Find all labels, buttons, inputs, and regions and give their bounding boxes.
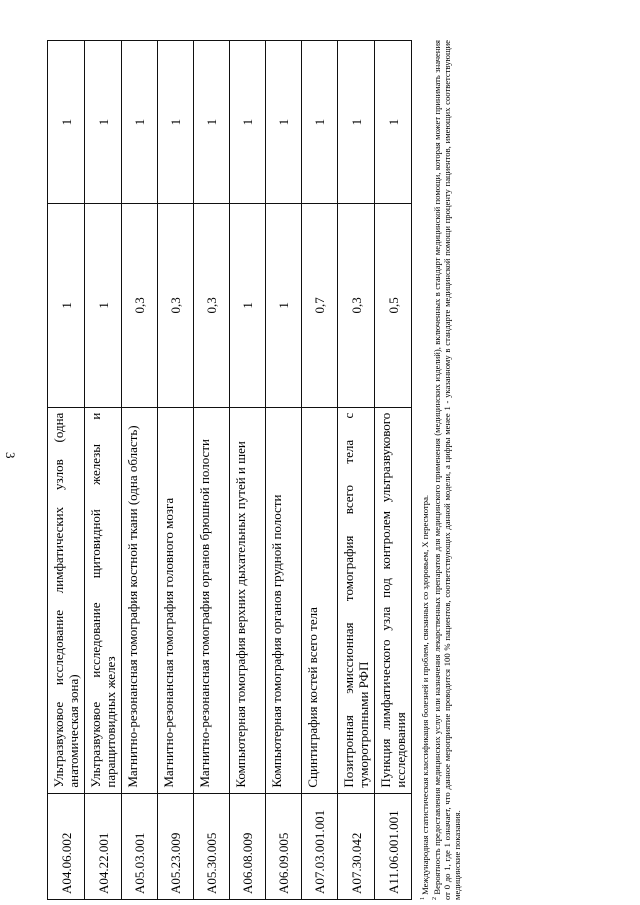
- row-multiplicity: 1: [266, 41, 302, 204]
- table-row: [338, 41, 375, 900]
- table-row: [266, 41, 302, 900]
- row-frequency: 0,3: [158, 204, 194, 408]
- row-multiplicity: 1: [302, 41, 338, 204]
- row-multiplicity: 1: [122, 41, 158, 204]
- row-service-name: Магнитно-резонансная томография органов брюшной полости: [194, 407, 230, 793]
- row-code: A06.09.005: [266, 793, 302, 899]
- row-service-name: Сцинтиграфия костей всего тела: [302, 407, 338, 793]
- row-service-name: Ультразвуковое исследование лимфатических узлов (одна анатомическая зона): [48, 407, 85, 793]
- row-multiplicity: 1: [375, 41, 412, 204]
- row-frequency: 0,3: [122, 204, 158, 408]
- row-code: A05.03.001: [122, 793, 158, 899]
- table-row: [85, 41, 122, 900]
- row-code: A05.30.005: [194, 793, 230, 899]
- row-service-name: Магнитно-резонансная томография костной ткани (одна область): [122, 407, 158, 793]
- row-frequency: 1: [266, 204, 302, 408]
- row-service-name: Магнитно-резонансная томография головного мозга: [158, 407, 194, 793]
- row-service-name: Компьютерная томография верхних дыхательных путей и шеи: [230, 407, 266, 793]
- row-code: A04.06.002: [48, 793, 85, 899]
- row-multiplicity: 1: [85, 41, 122, 204]
- row-code: A07.03.001.001: [302, 793, 338, 899]
- row-frequency: 1: [230, 204, 266, 408]
- row-frequency: 0,7: [302, 204, 338, 408]
- row-frequency: 1: [85, 204, 122, 408]
- row-code: A06.08.009: [230, 793, 266, 899]
- row-code: A11.06.001.001: [375, 793, 412, 899]
- page-number: 3: [3, 452, 18, 459]
- footnote-1: $^1$ Международная статистическая классификация болезней и проблем, связанных со здоровьем, X пересмотра.: [419, 494, 430, 900]
- row-multiplicity: 1: [158, 41, 194, 204]
- row-service-name: Компьютерная томография органов грудной полости: [266, 407, 302, 793]
- row-code: A05.23.009: [158, 793, 194, 899]
- row-multiplicity: 1: [48, 41, 85, 204]
- table-row: [194, 41, 230, 900]
- table-row: [230, 41, 266, 900]
- table-row: [158, 41, 194, 900]
- row-service-name: Ультразвуковое исследование щитовидной железы и паращитовидных желез: [85, 407, 122, 793]
- footnote-2: $^2$ Вероятность предоставления медицинских услуг или назначения лекарственных препаратов для медицинского применения (медицинских изделий), включенных в стандарт медицинской помощи, которая может принимать значения от 0 до 1, где 1 означает, что данное мероприятие проводится 100 % пациентов, соответствующих данной модели, а цифры менее 1 - указанному в стандарте медицинской помощи проценту пациентов, имеющих соответствующие медицинские показания.: [431, 40, 463, 900]
- row-service-name: Позитронная эмиссионная томография всего тела с туморотропными РФП: [338, 407, 375, 793]
- row-frequency: 0,3: [194, 204, 230, 408]
- rotated-content: [47, 40, 467, 900]
- services-table: [47, 40, 412, 900]
- table-row: [122, 41, 158, 900]
- table-row: [375, 41, 412, 900]
- row-multiplicity: 1: [338, 41, 375, 204]
- row-code: A04.22.001: [85, 793, 122, 899]
- table-row: [302, 41, 338, 900]
- row-multiplicity: 1: [230, 41, 266, 204]
- row-frequency: 0,3: [338, 204, 375, 408]
- row-multiplicity: 1: [194, 41, 230, 204]
- row-code: A07.30.042: [338, 793, 375, 899]
- row-frequency: 1: [48, 204, 85, 408]
- row-service-name: Пункция лимфатического узла под контролем ультразвукового исследования: [375, 407, 412, 793]
- row-frequency: 0,5: [375, 204, 412, 408]
- footnotes: [418, 40, 463, 900]
- table-row: [48, 41, 85, 900]
